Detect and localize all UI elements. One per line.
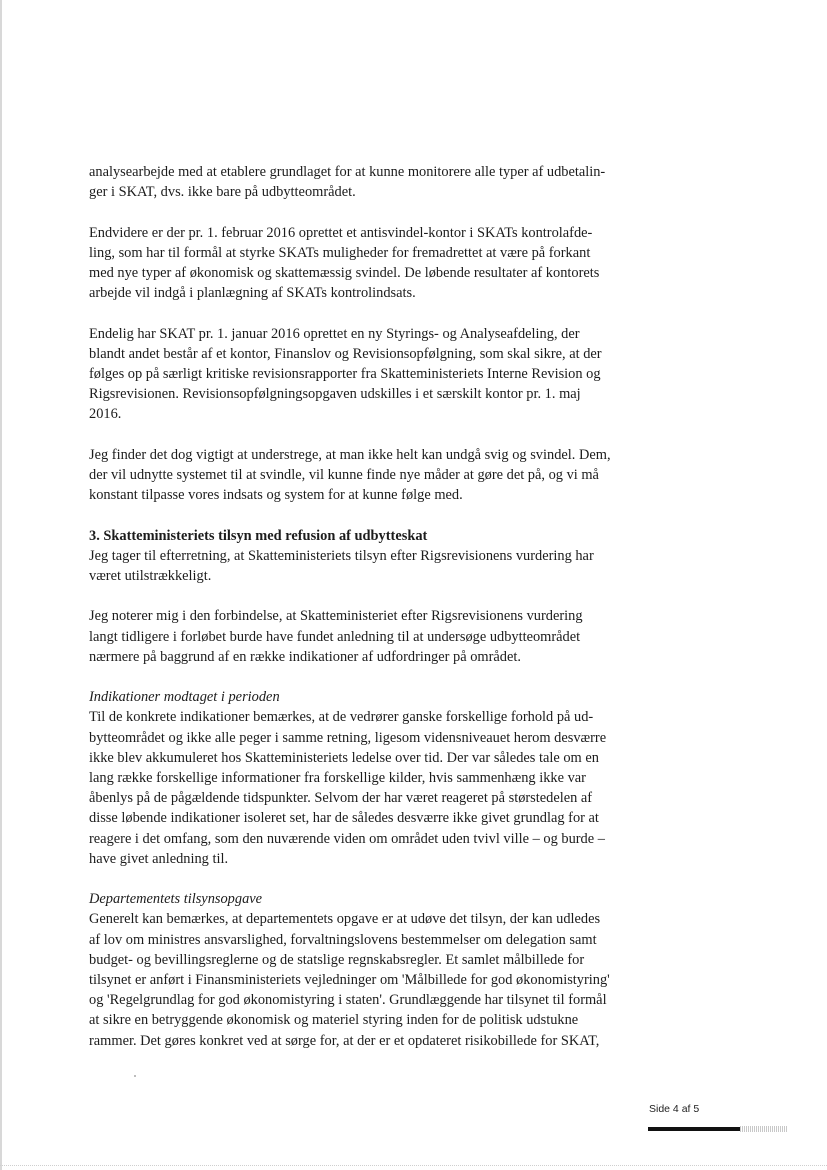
text-line: Til de konkrete indikationer bemærkes, at de vedrører ganske forskellige forhold på ud-	[89, 709, 594, 726]
text-line: reagere i det omfang, som den nuværende viden om området uden tvivl ville – og burde –	[89, 830, 605, 847]
text-line: rammer. Det gøres konkret ved at sørge for, at der er et opdateret risikobillede for SKAT,	[89, 1032, 600, 1049]
text-line: Endelig har SKAT pr. 1. januar 2016 oprettet en ny Styrings- og Analyseafdeling, der	[89, 325, 580, 342]
text-line: Endvidere er der pr. 1. februar 2016 oprettet et antisvindel-kontor i SKATs kontrolafde-	[89, 224, 593, 241]
text-line: der vil udnytte systemet til at svindle, vil kunne finde nye måder at gøre det på, og vi må	[89, 467, 599, 483]
text-line: ling, som har til formål at styrke SKATs muligheder for fremadrettet at være på forkant	[89, 244, 591, 261]
text-line: tilsynet er anført i Finansministeriets vejledninger om 'Målbillede for god økonomistyring'	[89, 972, 610, 989]
page-number: Side 4 af 5	[649, 1103, 700, 1115]
text-line: ikke blev akkumuleret hos Skatteministeriets ledelse over tid. Der var således tale om en	[89, 749, 599, 766]
text-line: lang række forskellige informationer fra forskellige kilder, hvis sammenhæng ikke var	[89, 770, 586, 786]
text-line: bytteområdet og ikke alle peger i samme retning, ligesom vidensniveauet herom desværre	[89, 729, 607, 746]
text-line: disse løbende indikationer isoleret set, har de således desværre ikke givet grundlag for at	[89, 810, 599, 827]
text-line: blandt andet består af et kontor, Finanslov og Revisionsopfølgning, som skal sikre, at der	[89, 345, 602, 362]
scan-speck	[134, 1075, 136, 1077]
text-line: analysearbejde med at etablere grundlaget for at kunne monitorere alle typer af udbetalin-	[89, 164, 606, 180]
paragraph-styring	[89, 324, 629, 425]
paragraph-analysis	[89, 162, 629, 202]
paragraph-indikationer	[89, 687, 629, 869]
text-line: og 'Regelgrundlag for god økonomistyring i staten'. Grundlæggende har tilsynet til formål	[89, 992, 607, 1009]
paragraph-noterer	[89, 606, 629, 667]
text-line: ger i SKAT, dvs. ikke bare på udbytteområdet.	[89, 184, 356, 201]
footer-rule-solid	[648, 1127, 740, 1131]
text-line: nærmere på baggrund af en række indikationer af udfordringer på området.	[89, 648, 521, 665]
text-line: have givet anledning til.	[89, 850, 229, 867]
text-line: arbejde vil indgå i planlægning af SKATs kontrolindsats.	[89, 285, 416, 302]
page-left-edge	[0, 0, 2, 1170]
subheading-departementets: Departementets tilsynsopgave	[89, 891, 263, 908]
document-body	[89, 162, 629, 1071]
text-line: følges op på særligt kritiske revisionsrapporter fra Skatteministeriets Interne Revision og	[89, 366, 601, 382]
footer-rule-hatch	[740, 1126, 788, 1132]
footer-rule	[648, 1124, 788, 1132]
text-line: med nye typer af økonomisk og skattemæssig svindel. De løbende resultater af kontorets	[89, 265, 600, 281]
text-line: Jeg noterer mig i den forbindelse, at Skatteministeriet efter Rigsrevisionens vurdering	[89, 608, 583, 625]
text-line: at sikre en betryggende økonomisk og materiel styring inden for de politisk udstukne	[89, 1012, 579, 1029]
text-line: været utilstrækkeligt.	[89, 568, 212, 584]
text-line: af lov om ministres ansvarslighed, forvaltningslovens bestemmelser om delegation samt	[89, 931, 597, 948]
section-3-intro	[89, 526, 629, 587]
paragraph-departementets	[89, 889, 629, 1051]
section-heading: 3. Skatteministeriets tilsyn med refusion af udbytteskat	[89, 527, 428, 544]
text-line: langt tidligere i forløbet burde have fundet anledning til at undersøge udbytteområdet	[89, 628, 581, 645]
text-line: konstant tilpasse vores indsats og system for at kunne følge med.	[89, 487, 463, 504]
text-line: Jeg finder det dog vigtigt at understrege, at man ikke helt kan undgå svig og svindel. Dem,	[89, 446, 611, 463]
text-line: budget- og bevillingsreglerne og de statslige regnskabsregler. Et samlet målbillede for	[89, 951, 585, 968]
text-line: Jeg tager til efterretning, at Skatteministeriets tilsyn efter Rigsrevisionens vurdering har	[89, 547, 594, 564]
text-line: åbenlys på de pågældende tidspunkter. Selvom der har været reageret på størstedelen af	[89, 790, 593, 807]
text-line: Generelt kan bemærkes, at departementets opgave er at udøve det tilsyn, der kan udledes	[89, 911, 601, 928]
paragraph-svig	[89, 445, 629, 506]
text-line: Rigsrevisionen. Revisionsopfølgningsopgaven udskilles i et særskilt kontor pr. 1. maj	[89, 386, 581, 403]
text-line: 2016.	[89, 406, 122, 423]
page-bottom-edge	[0, 1165, 827, 1166]
paragraph-antisvindel	[89, 223, 629, 304]
subheading-indikationer: Indikationer modtaget i perioden	[89, 689, 280, 706]
